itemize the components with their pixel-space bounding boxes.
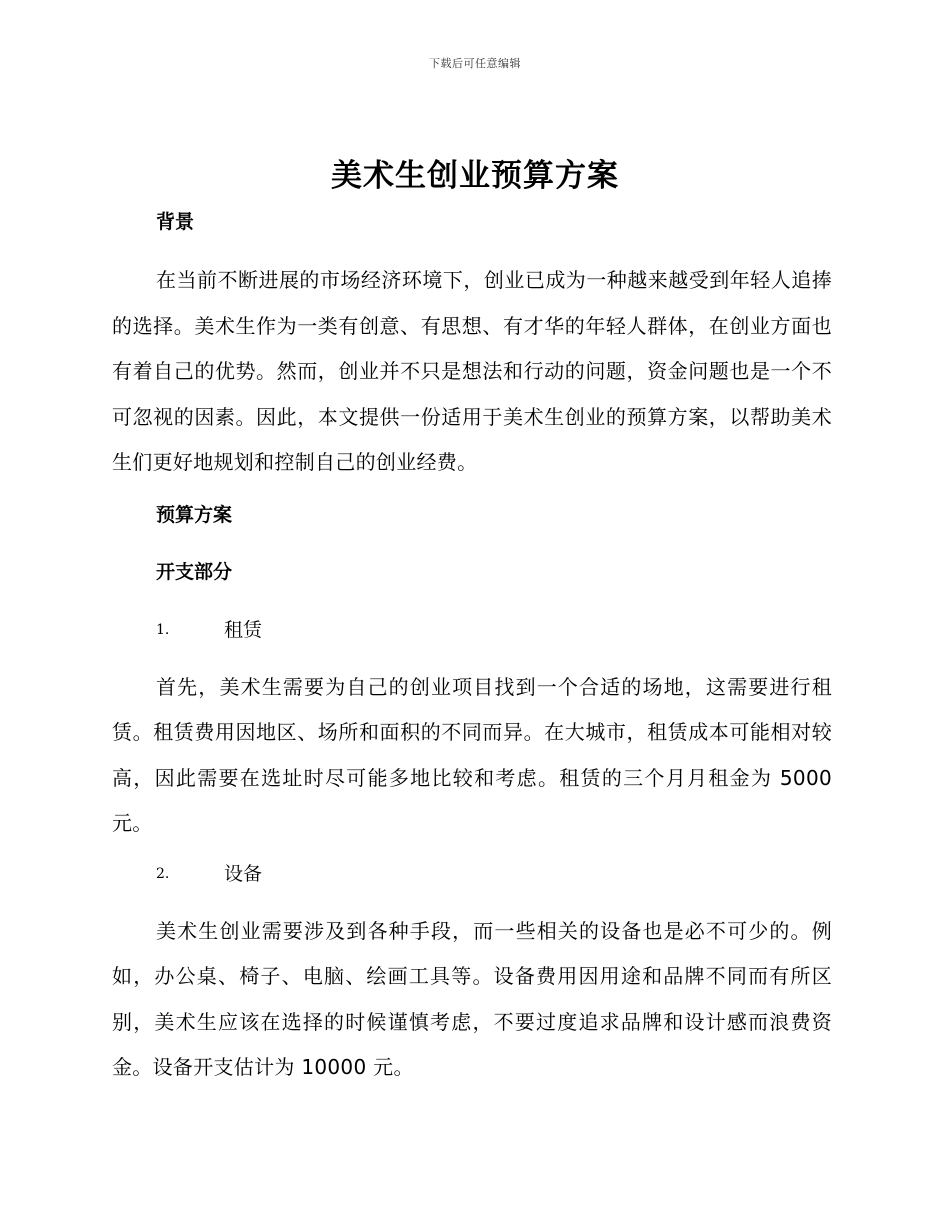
- background-heading: 背景: [156, 211, 195, 233]
- list-item-heading: [112, 615, 832, 645]
- expense-heading: 开支部分: [156, 560, 233, 583]
- equipment-paragraph: 美术生创业需要涉及到各种手段，而一些相关的设备也是必不可少的。例如，办公桌、椅子、电脑、绘画工具等。设备费用因用途和品牌不同而有所区别，美术生应该在选择的时候谨慎考虑，不要过度追求品牌和设计感而浪费资金。设备开支估计为 10000 元。: [112, 918, 832, 1079]
- header-note: 下载后可任意编辑: [429, 57, 521, 70]
- list-item-label: 设备: [224, 862, 263, 885]
- budget-heading: 预算方案: [156, 503, 233, 526]
- page-title: 美术生创业预算方案: [331, 158, 619, 194]
- list-item-heading: [112, 859, 832, 889]
- document-body: [112, 205, 832, 1091]
- list-item-number: 1.: [156, 621, 170, 638]
- rent-paragraph: 首先，美术生需要为自己的创业项目找到一个合适的场地，这需要进行租赁。租赁费用因地区、场所和面积的不同而异。在大城市，租赁成本可能相对较高，因此需要在选址时尽可能多地比较和考虑。租赁的三个月月租金为 5000 元。: [112, 674, 832, 835]
- list-item-label: 租赁: [224, 618, 263, 641]
- background-paragraph: 在当前不断进展的市场经济环境下，创业已成为一种越来越受到年轻人追捧的选择。美术生作为一类有创意、有思想、有才华的年轻人群体，在创业方面也有着自己的优势。然而，创业并不只是想法和行动的问题，资金问题也是一个不可忽视的因素。因此，本文提供一份适用于美术生创业的预算方案，以帮助美术生们更好地规划和控制自己的创业经费。: [112, 268, 832, 474]
- list-item-number: 2.: [156, 865, 170, 882]
